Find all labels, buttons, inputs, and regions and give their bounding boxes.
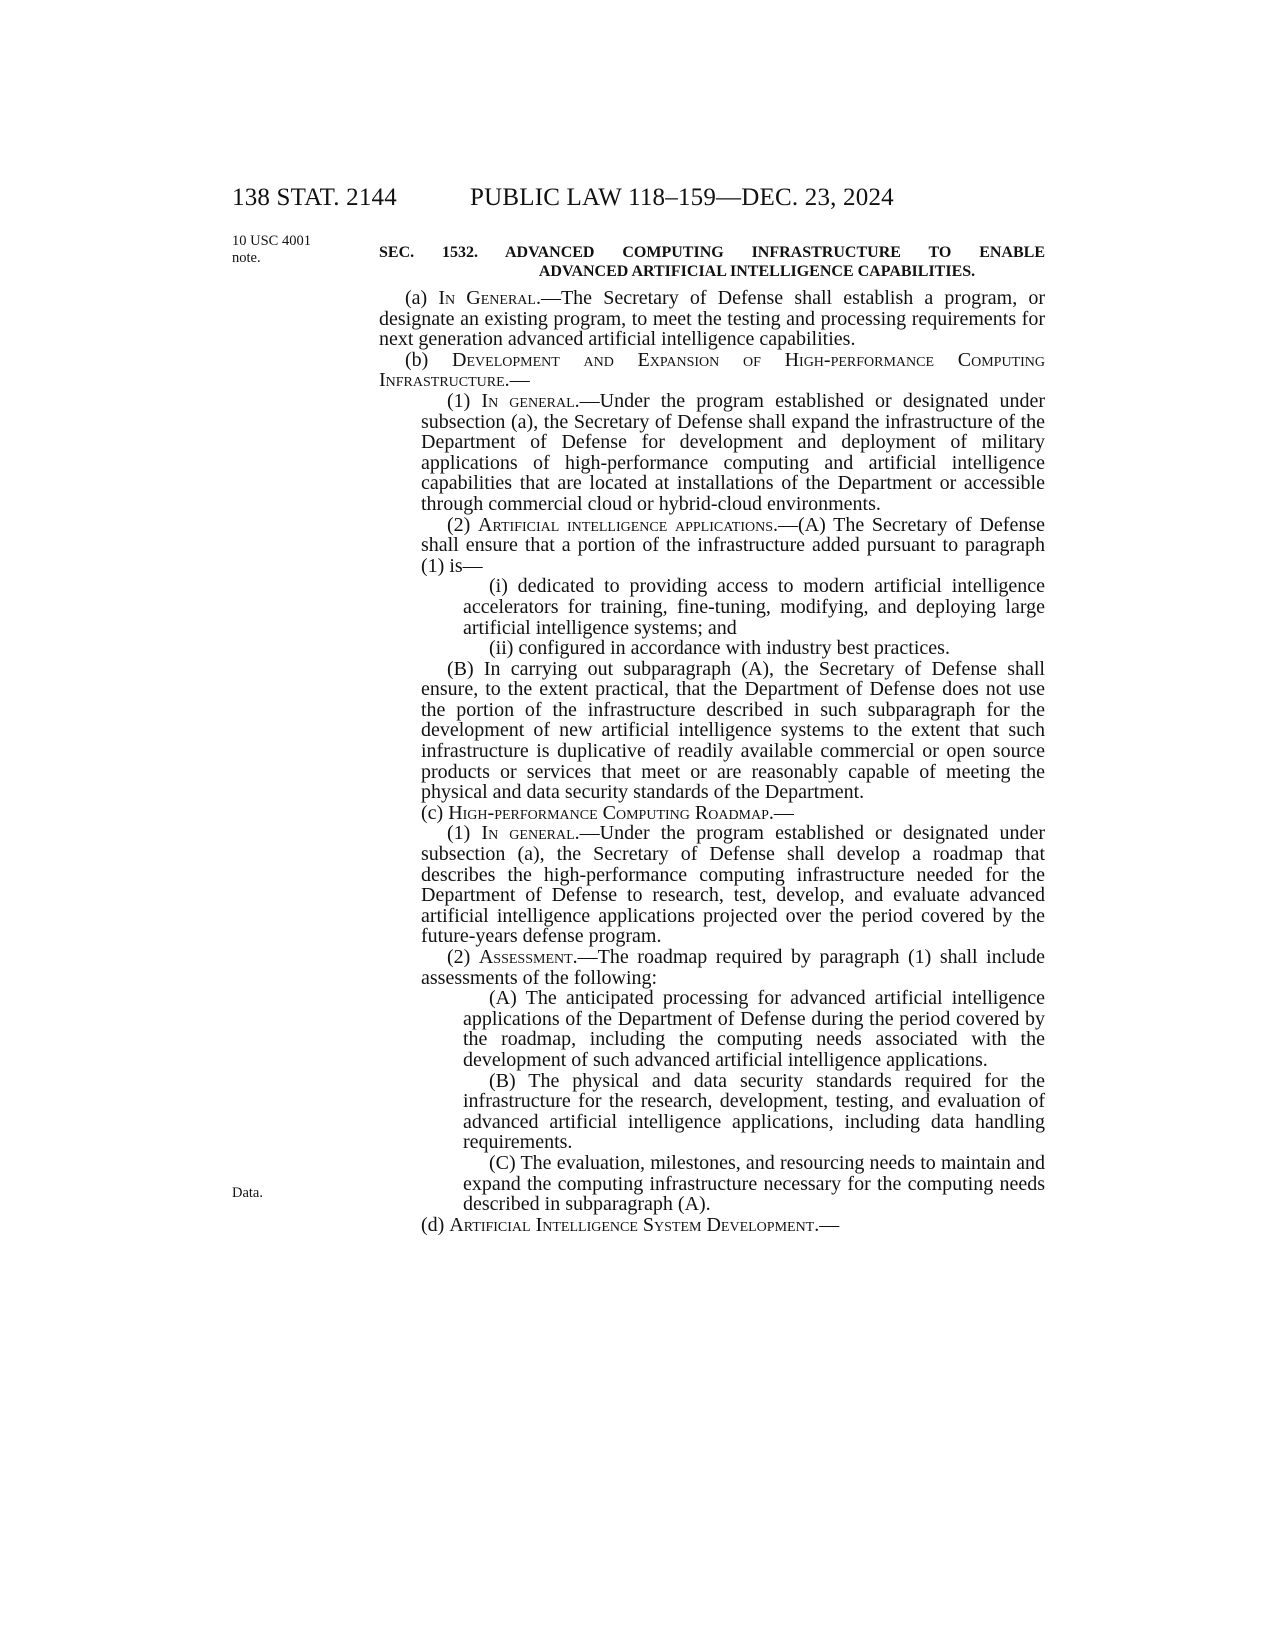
subparagraph-c2-B: (B) The physical and data security standards required for the infrastructure for the research, development, testing, and evaluation of advanced artificial intelligence applications, including data handling requirements. xyxy=(463,1069,1045,1154)
subparagraph-c2-C: (C) The evaluation, milestones, and resourcing needs to maintain and expand the computing infrastructure necessary for the computing needs described in subparagraph (A). xyxy=(463,1151,1045,1216)
clause-b2-i: (i) dedicated to providing access to modern artificial intelligence accelerators for training, fine-tuning, modifying, and deploying large artificial intelligence systems; and xyxy=(463,575,1045,639)
margin-note-usc-note: note. xyxy=(232,250,261,266)
page-header-stat: 138 STAT. 2144 xyxy=(232,184,397,211)
subparagraph-c2-A: (A) The anticipated processing for advanced artificial intelligence applications of the Department of Defense during the period covered by the roadmap, including the computing needs associated with the development of such advanced artificial intelligence applications. xyxy=(463,987,1045,1071)
margin-note-usc-ref: 10 USC 4001 xyxy=(232,233,311,249)
subsection-b-heading: (b) Development and Expansion of High-performance Computing Infrastructure.— xyxy=(379,348,1045,392)
section-heading-line-2: ADVANCED ARTIFICIAL INTELLIGENCE CAPABILITIES. xyxy=(538,263,976,280)
paragraph-b1: (1) In general.—Under the program established or designated under subsection (a), the Secretary of Defense shall expand the infrastructure of the Department of Defense for development and deployment of military applications of high-performance computing and artificial intelligence capabilities that are located at installations of the Department or accessible through commercial cloud or hybrid-cloud environments. xyxy=(421,389,1045,515)
paragraph-c2: (2) Assessment.—The roadmap required by paragraph (1) shall include assessments of the following: xyxy=(421,946,1045,989)
margin-note-usc xyxy=(232,233,311,267)
subsection-c-heading: (c) High-performance Computing Roadmap.— xyxy=(421,801,794,824)
paragraph-b2: (2) Artificial intelligence applications.—(A) The Secretary of Defense shall ensure that a portion of the infrastructure added pursuant to paragraph (1) is— xyxy=(421,513,1045,577)
subparagraph-b2-B: (B) In carrying out subparagraph (A), the Secretary of Defense shall ensure, to the extent practical, that the Department of Defense does not use the portion of the infrastructure described in such subparagraph for the development of new artificial intelligence systems to the extent that such infrastructure is duplicative of readily available commercial or open source products or services that meet or are reasonably capable of meeting the physical and data security standards of the Department. xyxy=(421,657,1045,804)
section-heading xyxy=(379,243,1045,281)
clause-b2-ii: (ii) configured in accordance with industry best practices. xyxy=(489,637,950,660)
paragraph-c1: (1) In general.—Under the program established or designated under subsection (a), the Secretary of Defense shall develop a roadmap that describes the high-performance computing infrastructure needed for the Department of Defense to research, test, develop, and evaluate advanced artificial intelligence applications projected over the period covered by the future-years defense program. xyxy=(421,822,1045,948)
section-body xyxy=(379,288,1045,1235)
page-header-law-title: PUBLIC LAW 118–159—DEC. 23, 2024 xyxy=(470,184,894,211)
margin-note-data: Data. xyxy=(232,1185,263,1201)
section-heading-line-1: SEC. 1532. ADVANCED COMPUTING INFRASTRUCTURE TO ENABLE xyxy=(379,244,1045,261)
subsection-d-heading: (d) Artificial Intelligence System Development.— xyxy=(421,1213,840,1236)
subsection-a: (a) In General.—The Secretary of Defense shall establish a program, or designate an existing program, to meet the testing and processing requirements for next generation advanced artificial intelligence capabilities. xyxy=(379,287,1045,351)
